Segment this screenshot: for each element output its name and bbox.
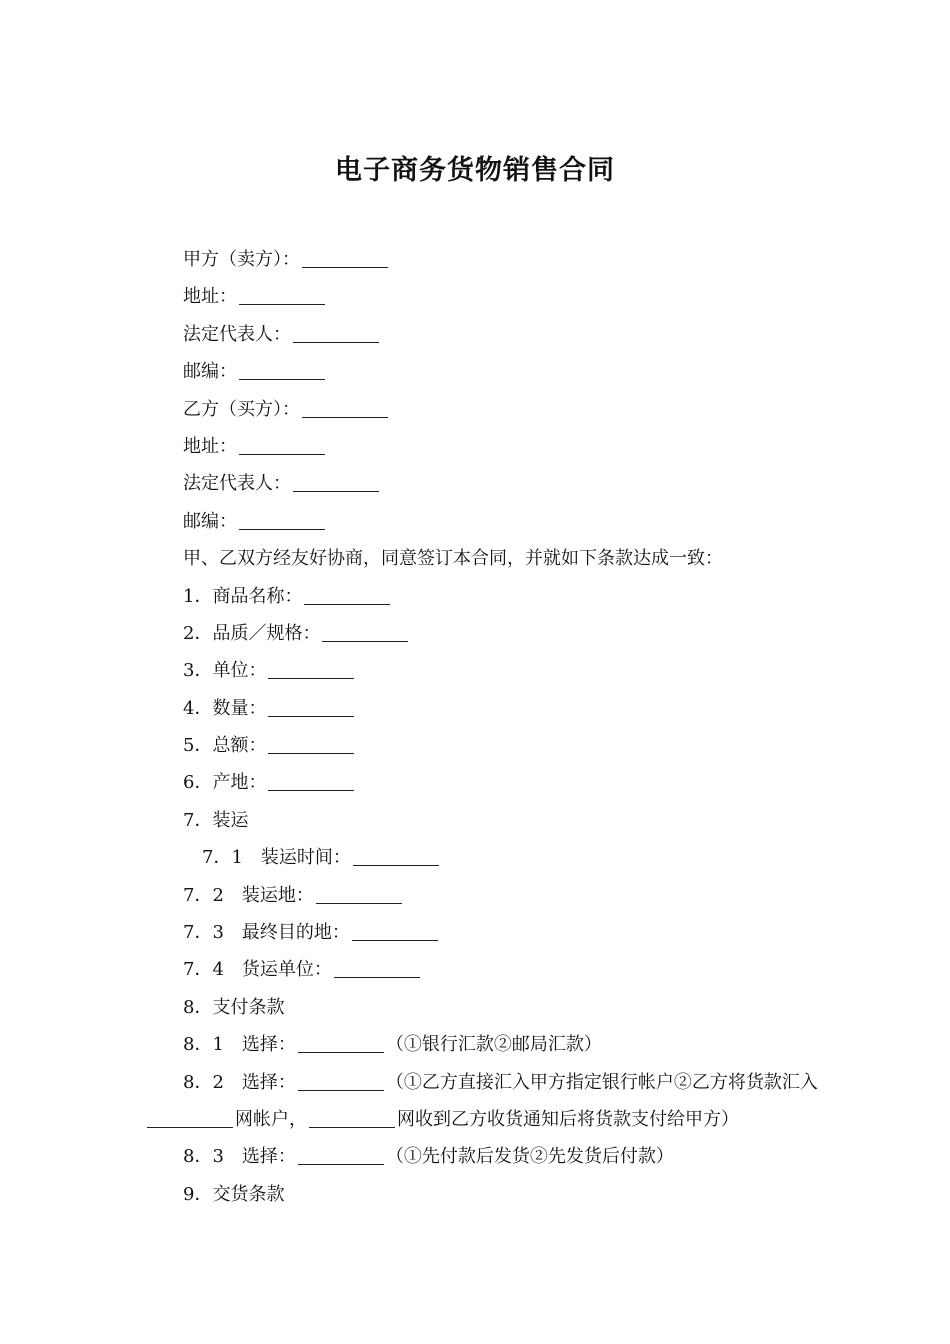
- item-payment-route-text-2: 网帐户，: [235, 1109, 307, 1130]
- item-shipment-time: [145, 839, 825, 876]
- item-payment-method: [145, 1026, 825, 1063]
- item-origin-blank: [268, 770, 354, 791]
- buyer-blank: [302, 397, 388, 418]
- item-payment-route-label: 8．2 选择：: [183, 1071, 296, 1093]
- item-shipment-place-blank: [316, 883, 402, 904]
- item-shipment-place-label: 7．2 装运地：: [183, 884, 314, 906]
- item-quality-spec-label: 2．品质／规格：: [183, 622, 321, 644]
- buyer-line: [145, 391, 825, 428]
- item-shipment-place: [145, 877, 825, 914]
- item-payment-method-blank: [298, 1032, 384, 1053]
- buyer-postcode-line: [145, 503, 825, 540]
- seller-label: 甲方（卖方）：: [183, 249, 300, 270]
- item-payment-method-label: 8．1 选择：: [183, 1034, 296, 1056]
- item-payment-order: [145, 1138, 825, 1175]
- item-payment-route-blank: [298, 1070, 384, 1091]
- seller-address-label: 地址：: [183, 286, 237, 308]
- item-total: [145, 727, 825, 764]
- seller-postcode-blank: [239, 359, 325, 380]
- item-shipment-heading: 7．装运: [183, 809, 249, 831]
- buyer-label: 乙方（买方）：: [183, 398, 300, 420]
- document-title: 电子商务货物销售合同: [335, 155, 615, 186]
- seller-postcode-label: 邮编：: [183, 361, 237, 383]
- buyer-address-label: 地址：: [183, 435, 237, 457]
- buyer-address-line: [145, 428, 825, 465]
- seller-rep-label: 法定代表人：: [183, 323, 291, 345]
- item-carrier-label: 7．4 货运单位：: [183, 959, 332, 981]
- item-quantity-blank: [268, 696, 354, 717]
- item-unit-label: 3．单位：: [183, 660, 267, 682]
- item-quantity-label: 4．数量：: [183, 697, 267, 719]
- item-shipment-time-label: 7．1 装运时间：: [202, 847, 351, 869]
- item-payment-platform-blank-2: [309, 1107, 395, 1128]
- seller-postcode-line: [145, 353, 825, 390]
- item-payment-method-options: （①银行汇款②邮局汇款）: [385, 1034, 602, 1056]
- item-final-destination-blank: [352, 920, 438, 941]
- item-product-name: [145, 578, 825, 615]
- item-carrier-blank: [334, 957, 420, 978]
- item-final-destination-label: 7．3 最终目的地：: [183, 922, 350, 944]
- item-quantity: [145, 690, 825, 727]
- buyer-rep-blank: [293, 471, 379, 492]
- buyer-postcode-label: 邮编：: [183, 510, 237, 532]
- buyer-rep-label: 法定代表人：: [183, 473, 291, 495]
- seller-blank: [302, 247, 388, 268]
- item-total-label: 5．总额：: [183, 735, 267, 757]
- seller-rep-line: [145, 316, 825, 353]
- item-product-name-blank: [304, 584, 390, 605]
- contract-body: [145, 241, 825, 1213]
- item-carrier: [145, 951, 825, 988]
- item-total-blank: [268, 733, 354, 754]
- item-payment-order-options: （①先付款后发货②先发货后付款）: [385, 1146, 674, 1168]
- item-payment-platform-blank-1: [147, 1107, 233, 1128]
- item-payment-order-blank: [298, 1144, 384, 1165]
- item-origin: [145, 764, 825, 801]
- item-delivery-heading: 9．交货条款: [183, 1183, 285, 1205]
- item-payment-route-text-3: 网收到乙方收货通知后将货款支付给甲方）: [397, 1109, 739, 1130]
- buyer-address-blank: [239, 434, 325, 455]
- item-unit: [145, 652, 825, 689]
- seller-rep-blank: [293, 322, 379, 343]
- item-payment-route-text-1: （①乙方直接汇入甲方指定银行帐户②乙方将货款汇入: [385, 1071, 818, 1093]
- item-origin-label: 6．产地：: [183, 772, 267, 794]
- item-final-destination: [145, 914, 825, 951]
- preamble: 甲、乙双方经友好协商，同意签订本合同，并就如下条款达成一致：: [183, 548, 723, 570]
- buyer-rep-line: [145, 465, 825, 502]
- item-payment-route: [145, 1064, 825, 1139]
- item-product-name-label: 1．商品名称：: [183, 585, 303, 607]
- seller-line: [145, 241, 825, 278]
- item-payment-heading: 8．支付条款: [183, 996, 285, 1018]
- seller-address-blank: [239, 284, 325, 305]
- item-quality-spec: [145, 615, 825, 652]
- item-payment-order-label: 8．3 选择：: [183, 1146, 296, 1168]
- item-shipment-time-blank: [353, 845, 439, 866]
- item-quality-spec-blank: [322, 621, 408, 642]
- buyer-postcode-blank: [239, 509, 325, 530]
- item-unit-blank: [268, 658, 354, 679]
- seller-address-line: [145, 278, 825, 315]
